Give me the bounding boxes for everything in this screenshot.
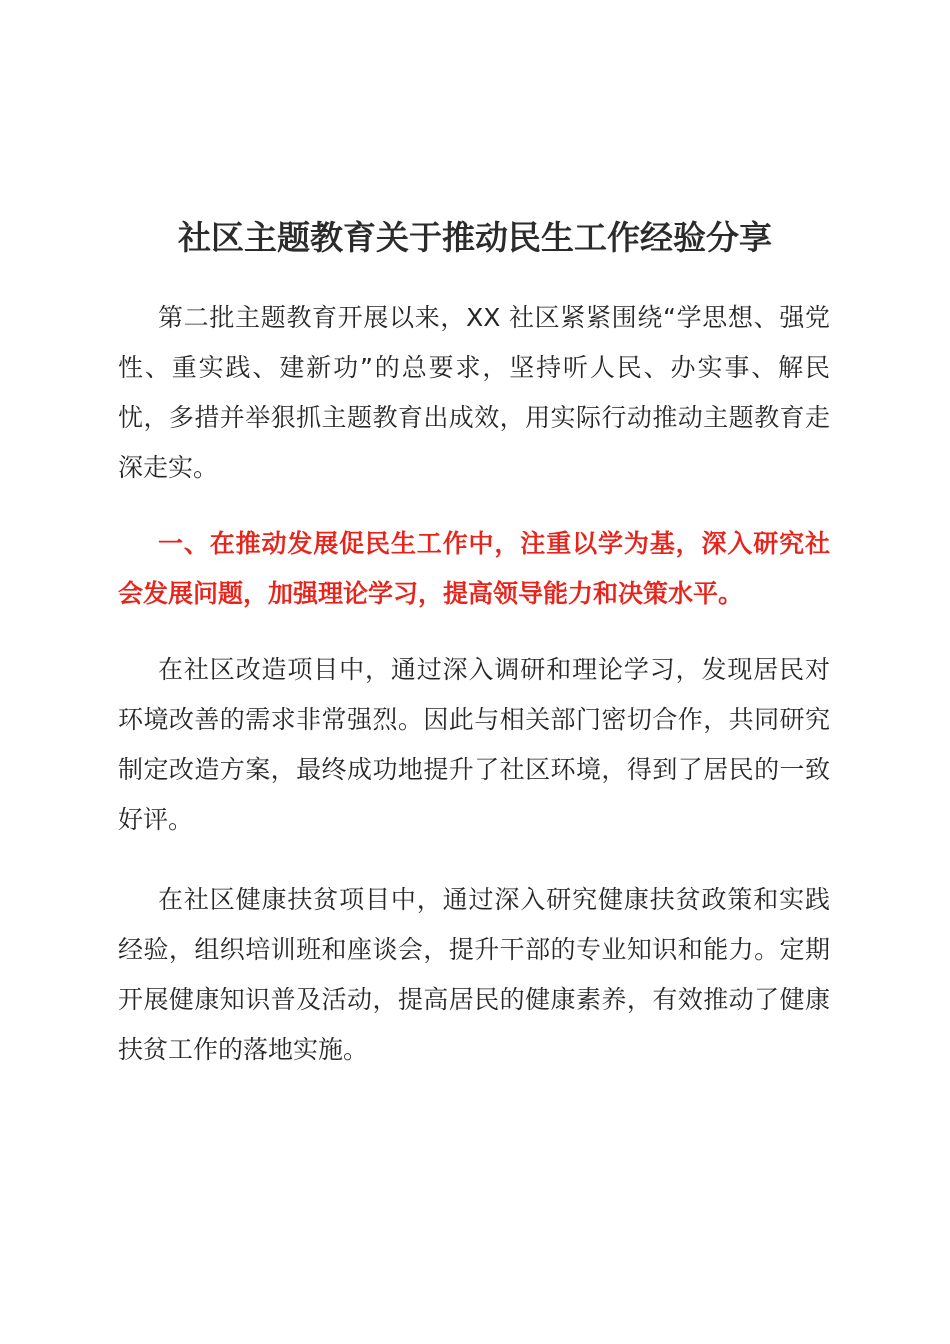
body-paragraph-renovation: 在社区改造项目中，通过深入调研和理论学习，发现居民对环境改善的需求非常强烈。因此与相关部门密切合作，共同研究制定改造方案，最终成功地提升了社区环境，得到了居民的一致好评。 [118,655,830,834]
intro-paragraph: 第二批主题教育开展以来，XX 社区紧紧围绕“学思想、强党性、重实践、建新功”的总要求，坚持听人民、办实事、解民忧，多措并举狠抓主题教育出成效，用实际行动推动主题教育走深走实。 [118,303,830,482]
document-title: 社区主题教育关于推动民生工作经验分享 [178,218,772,257]
section-heading: 一、在推动发展促民生工作中，注重以学为基，深入研究社会发展问题，加强理论学习，提高领导能力和决策水平。 [118,529,830,608]
body-paragraph-health: 在社区健康扶贫项目中，通过深入研究健康扶贫政策和实践经验，组织培训班和座谈会，提升干部的专业知识和能力。定期开展健康知识普及活动，提高居民的健康素养，有效推动了健康扶贫工作的落地实施。 [118,885,830,1064]
